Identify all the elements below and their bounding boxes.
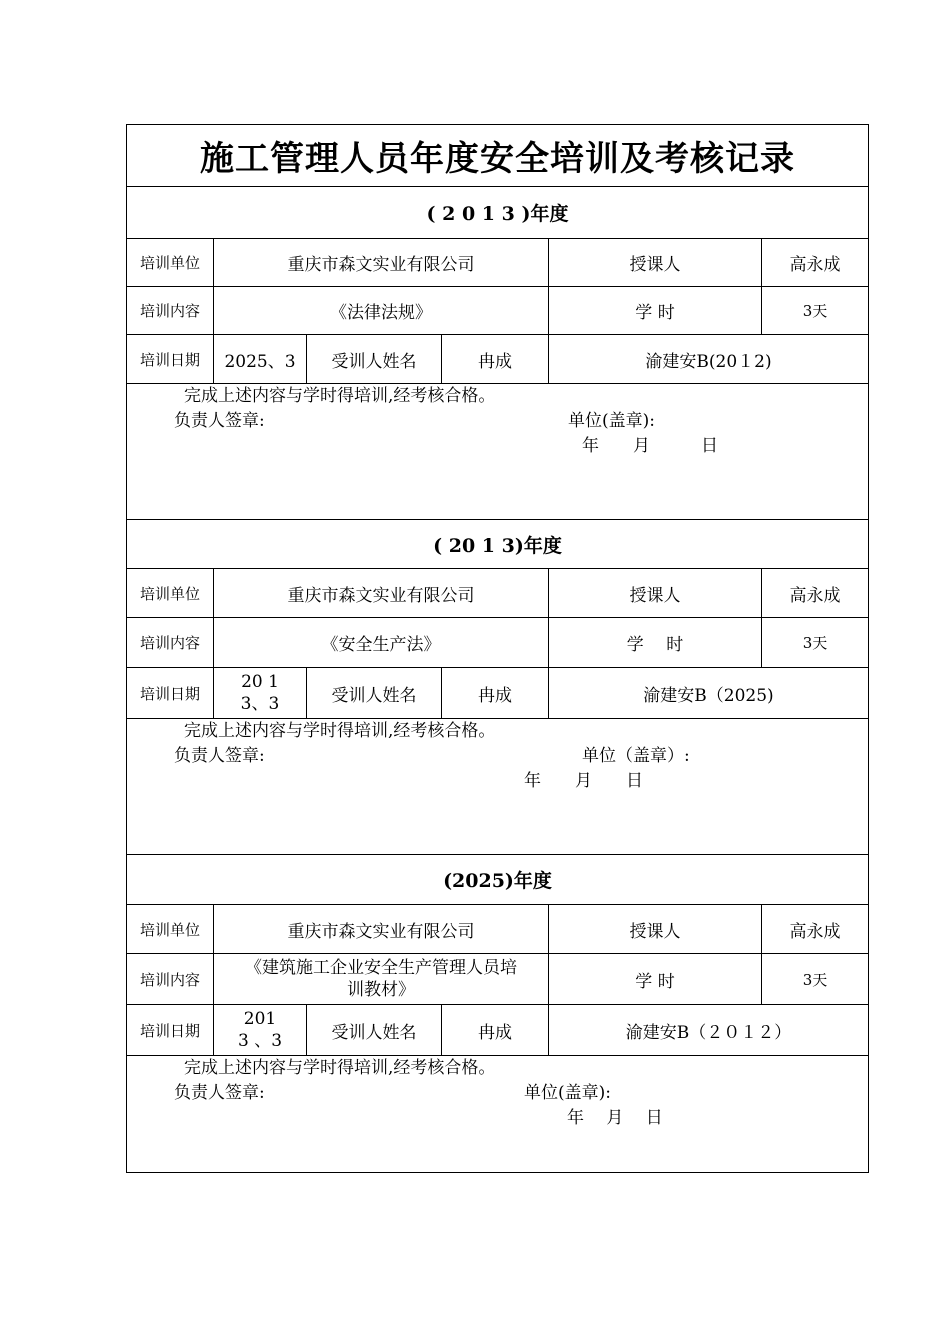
signer-label: 负责人签章:: [174, 411, 265, 431]
lecturer-label: 授课人: [548, 239, 761, 286]
date-line-1: 20 1: [241, 672, 279, 692]
hours-value: 3天: [761, 618, 868, 667]
year-heading: (2025)年度: [443, 870, 552, 892]
year-heading: ( 2 0 1 3 )年度: [426, 203, 569, 225]
content-line-1: 《建筑施工企业安全生产管理人员培: [245, 958, 517, 978]
content-value: [213, 954, 548, 1004]
date-label: 培训日期: [139, 684, 200, 703]
content-row-3: [127, 954, 868, 1005]
certificate-value: 渝建安B(20１2): [548, 335, 868, 383]
unit-row-1: [127, 239, 868, 287]
content-value: 《安全生产法》: [213, 618, 548, 667]
date-line-1: 201: [243, 1009, 277, 1029]
lecturer-value: 高永成: [761, 905, 868, 953]
hours-label: 学 时: [548, 954, 761, 1004]
signer-label: 负责人签章:: [174, 746, 265, 766]
signer-label: 负责人签章:: [174, 1083, 265, 1103]
content-label: 培训内容: [139, 634, 200, 652]
date-line-2: 3 、3: [237, 1031, 283, 1051]
unit-value: 重庆市森文实业有限公司: [213, 239, 548, 286]
lecturer-label: 授课人: [548, 569, 761, 617]
hours-value: 3天: [761, 954, 868, 1004]
training-record-form: [126, 124, 869, 1173]
stamp-label: 单位(盖章):: [568, 411, 655, 431]
stamp-label: 单位(盖章):: [524, 1083, 611, 1103]
unit-row-2: [127, 569, 868, 618]
date-label: 培训日期: [139, 350, 200, 369]
unit-label: 培训单位: [139, 584, 200, 603]
date-placeholder: 年 月 日: [524, 771, 643, 791]
trainee-label: 受训人姓名: [306, 668, 441, 718]
completion-text: 完成上述内容与学时得培训,经考核合格。: [184, 386, 496, 406]
year-row-1: [127, 187, 868, 239]
title-row: [127, 125, 868, 187]
year-row-3: [127, 855, 868, 905]
completion-text: 完成上述内容与学时得培训,经考核合格。: [184, 1058, 496, 1078]
date-line-2: 3、3: [240, 694, 280, 714]
trainee-label: 受训人姓名: [306, 335, 441, 383]
page-title: 施工管理人员年度安全培训及考核记录: [200, 139, 795, 179]
signature-block-3: [127, 1056, 868, 1172]
completion-text: 完成上述内容与学时得培训,经考核合格。: [184, 721, 496, 741]
content-label: 培训内容: [139, 302, 200, 320]
date-label: 培训日期: [139, 1021, 200, 1040]
unit-label: 培训单位: [139, 254, 200, 272]
content-value: 《法律法规》: [213, 287, 548, 334]
date-value: [213, 1005, 306, 1055]
content-label: 培训内容: [139, 970, 200, 989]
date-row-3: [127, 1005, 868, 1056]
year-row-2: [127, 520, 868, 569]
stamp-label: 单位（盖章）:: [582, 746, 690, 766]
trainee-label: 受训人姓名: [306, 1005, 441, 1055]
unit-value: 重庆市森文实业有限公司: [213, 905, 548, 953]
lecturer-value: 高永成: [761, 239, 868, 286]
trainee-value: 冉成: [441, 1005, 548, 1055]
unit-label: 培训单位: [139, 920, 200, 939]
certificate-value: 渝建安B（2025): [548, 668, 868, 718]
hours-label: 学 时: [548, 287, 761, 334]
date-placeholder: 年 月 日: [567, 1108, 663, 1128]
content-line-2: 训教材》: [347, 980, 415, 1000]
date-value: 2025、3: [213, 335, 306, 383]
trainee-value: 冉成: [441, 668, 548, 718]
year-heading: ( 20 1 3)年度: [433, 534, 562, 557]
hours-value: 3天: [761, 287, 868, 334]
trainee-value: 冉成: [441, 335, 548, 383]
unit-row-3: [127, 905, 868, 954]
certificate-value: 渝建安B（２０１２）: [548, 1005, 868, 1055]
date-row-1: [127, 335, 868, 384]
lecturer-label: 授课人: [548, 905, 761, 953]
date-placeholder: 年 月 日: [582, 436, 718, 456]
date-value: [213, 668, 306, 718]
signature-block-2: [127, 719, 868, 855]
unit-value: 重庆市森文实业有限公司: [213, 569, 548, 617]
content-row-1: [127, 287, 868, 335]
signature-block-1: [127, 384, 868, 520]
content-row-2: [127, 618, 868, 668]
hours-label: 学 时: [548, 618, 761, 667]
lecturer-value: 高永成: [761, 569, 868, 617]
date-row-2: [127, 668, 868, 719]
